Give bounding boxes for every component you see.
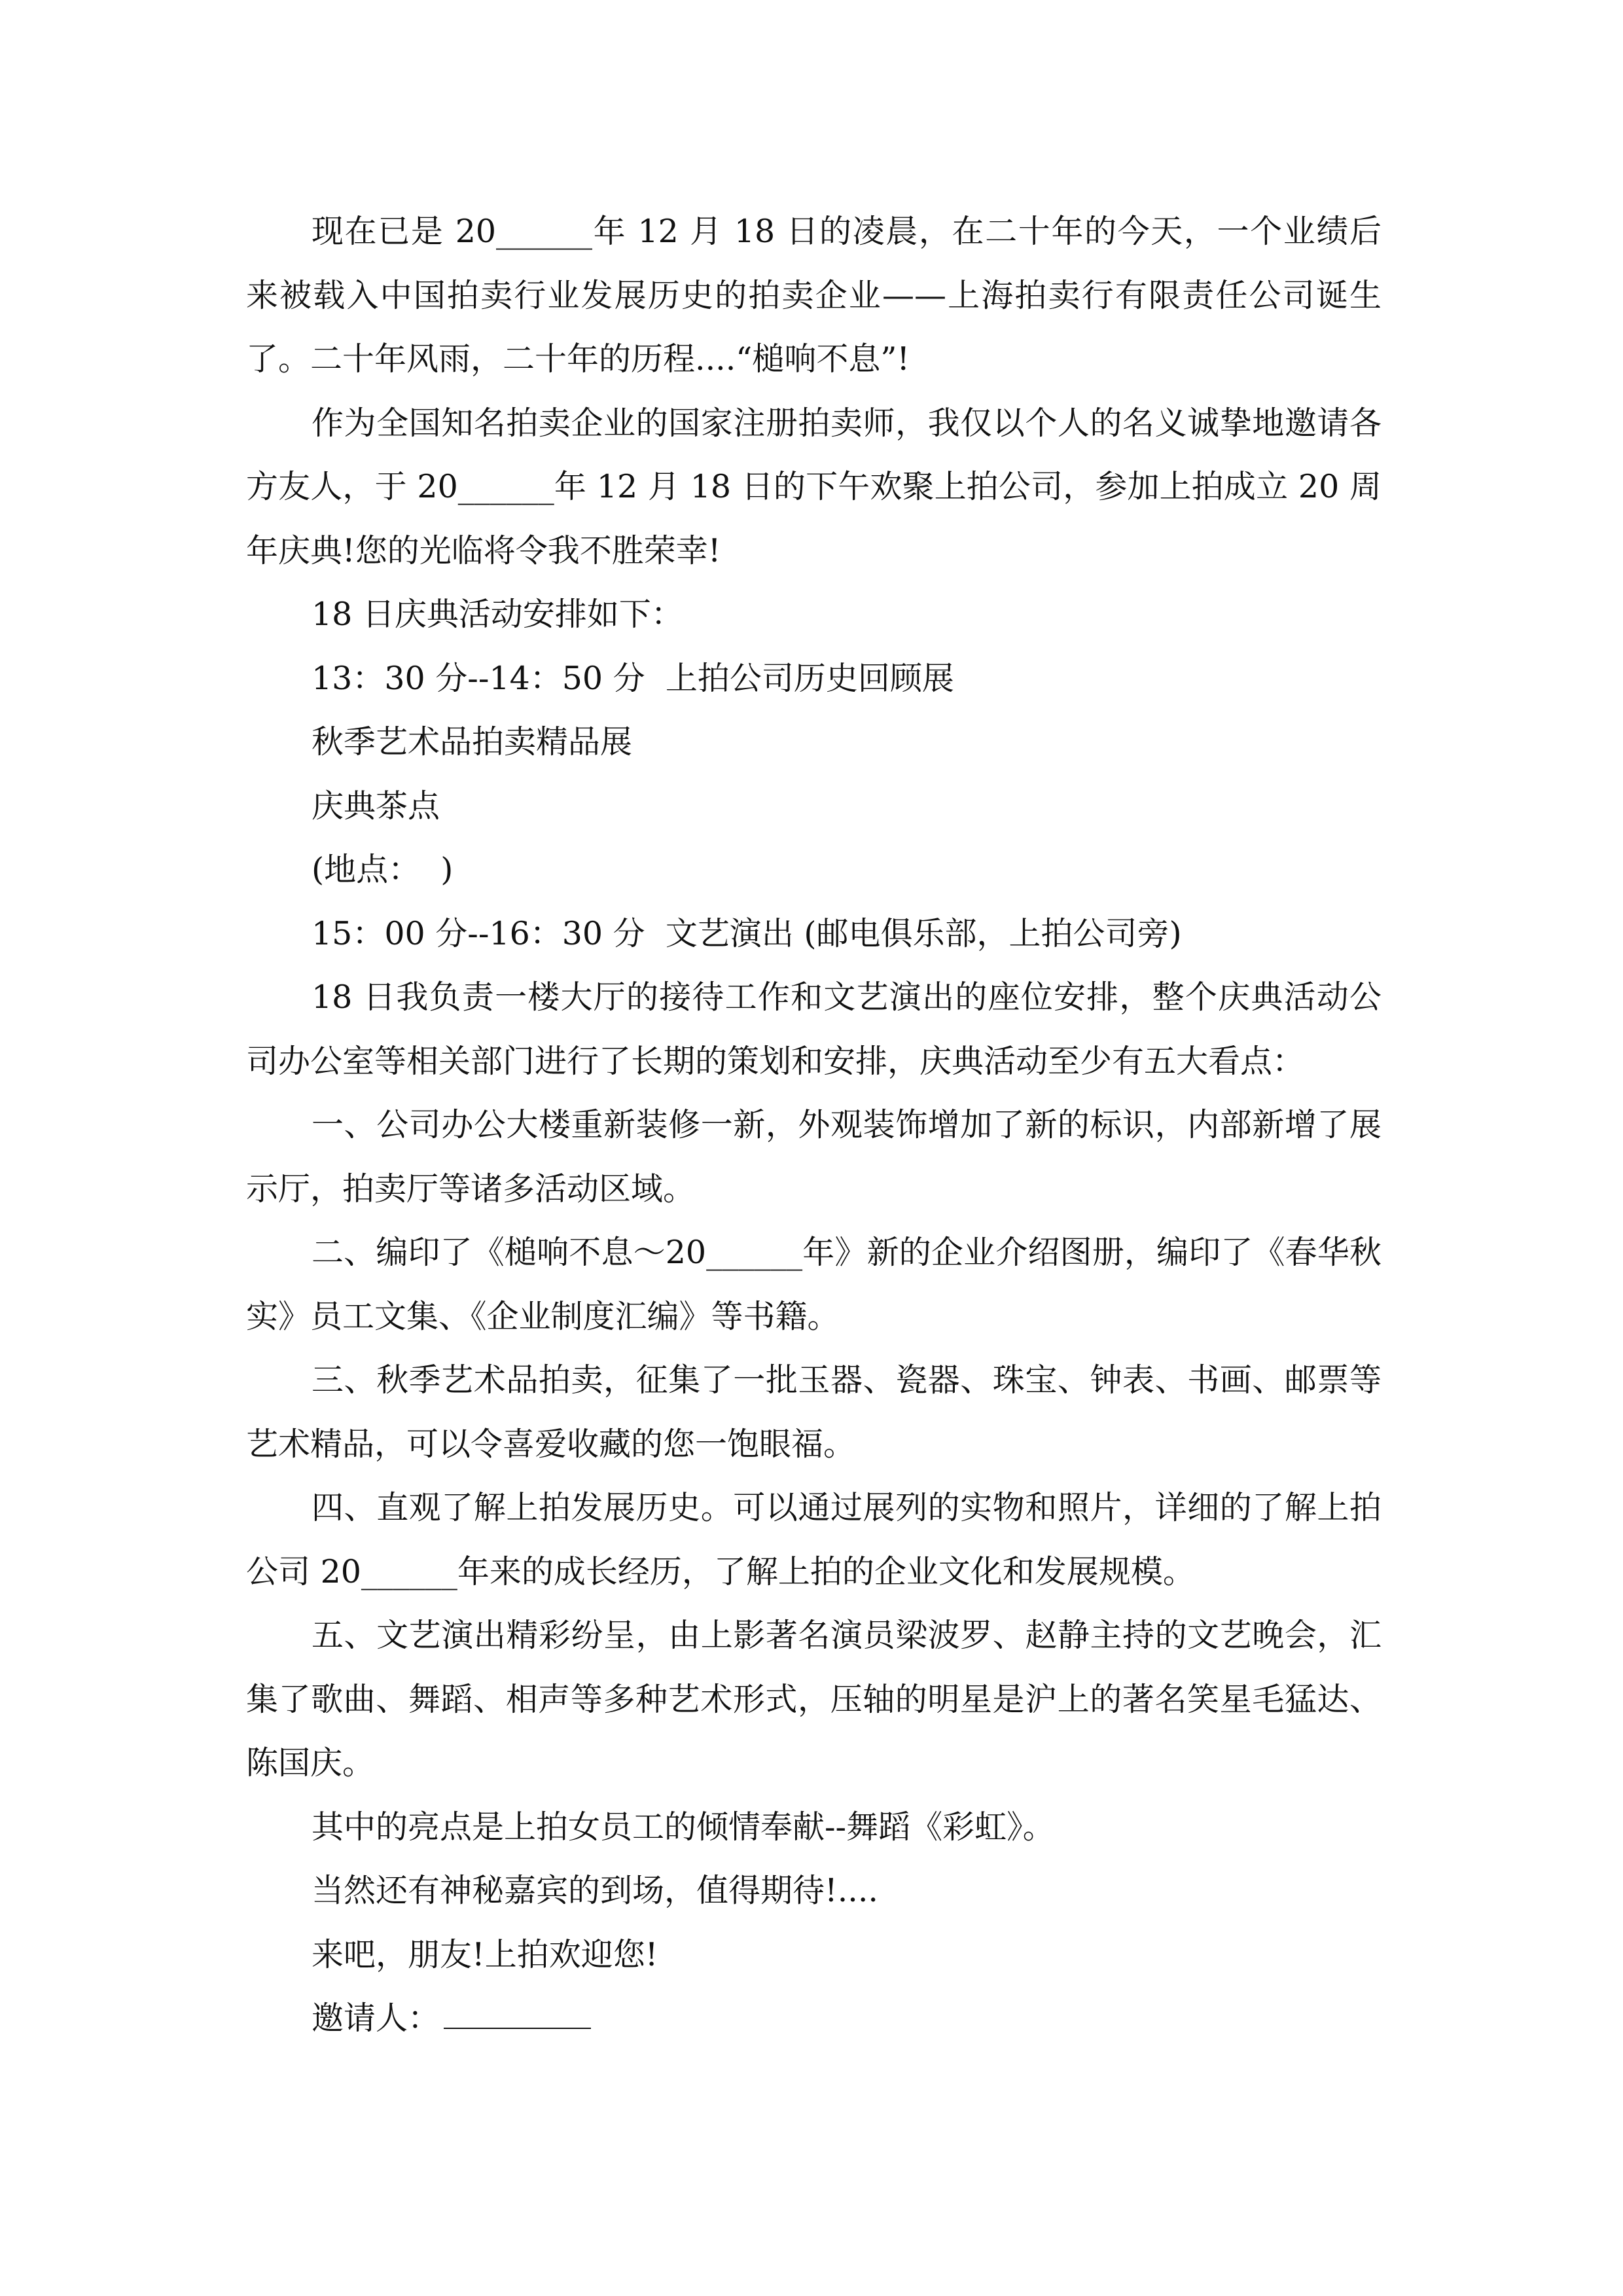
document-body <box>246 200 1382 2051</box>
highlight-2: 二、编印了《槌响不息～20______年》新的企业介绍图册，编印了《春华秋实》员工文集、《企业制度汇编》等书籍。 <box>246 1234 1382 1335</box>
schedule-item-1: 13：30 分--14：50 分 上拍公司历史回顾展 <box>312 659 954 697</box>
paragraph-feature: 其中的亮点是上拍女员工的倾情奉献--舞蹈《彩虹》。 <box>312 1808 1055 1846</box>
schedule-item-4: 15：00 分--16：30 分 文艺演出 (邮电俱乐部，上拍公司旁) <box>312 914 1182 952</box>
schedule-heading: 18 日庆典活动安排如下： <box>312 596 683 633</box>
paragraph-guest: 当然还有神秘嘉宾的到场，值得期待!.... <box>312 1872 878 1909</box>
signer-line <box>246 1986 1382 2051</box>
paragraph-highlights-intro: 18 日我负责一楼大厅的接待工作和文艺演出的座位安排，整个庆典活动公司办公室等相关部门进行了长期的策划和安排，庆典活动至少有五大看点： <box>246 978 1382 1080</box>
schedule-item-2: 秋季艺术品拍卖精品展 <box>312 723 633 761</box>
highlight-3: 三、秋季艺术品拍卖，征集了一批玉器、瓷器、珠宝、钟表、书画、邮票等艺术精品，可以令喜爱收藏的您一饱眼福。 <box>246 1361 1382 1463</box>
paragraph-invitation: 作为全国知名拍卖企业的国家注册拍卖师，我仅以个人的名义诚挚地邀请各方友人，于 20______年 12 月 18 日的下午欢聚上拍公司，参加上拍成立 20 周年庆典!您的光临将令我不胜荣幸! <box>246 404 1382 569</box>
schedule-location: (地点： ) <box>312 851 454 888</box>
paragraph-intro: 现在已是 20______年 12 月 18 日的凌晨，在二十年的今天，一个业绩后来被载入中国拍卖行业发展历史的拍卖企业——上海拍卖行有限责任公司诞生了。二十年风雨，二十年的历程....“槌响不息”! <box>246 213 1382 378</box>
highlight-4: 四、直观了解上拍发展历史。可以通过展列的实物和照片，详细的了解上拍公司 20______年来的成长经历，了解上拍的企业文化和发展规模。 <box>246 1489 1382 1590</box>
schedule-item-3: 庆典茶点 <box>312 787 440 825</box>
signer-blank <box>444 1998 591 2029</box>
signer-label: 邀请人： <box>312 2000 440 2037</box>
highlight-1: 一、公司办公大楼重新装修一新，外观装饰增加了新的标识，内部新增了展示厅，拍卖厅等诸多活动区域。 <box>246 1106 1382 1208</box>
paragraph-welcome: 来吧，朋友!上拍欢迎您! <box>312 1935 658 1973</box>
highlight-5: 五、文艺演出精彩纷呈，由上影著名演员梁波罗、赵静主持的文艺晚会，汇集了歌曲、舞蹈、相声等多种艺术形式，压轴的明星是沪上的著名笑星毛猛达、陈国庆。 <box>246 1617 1382 1782</box>
